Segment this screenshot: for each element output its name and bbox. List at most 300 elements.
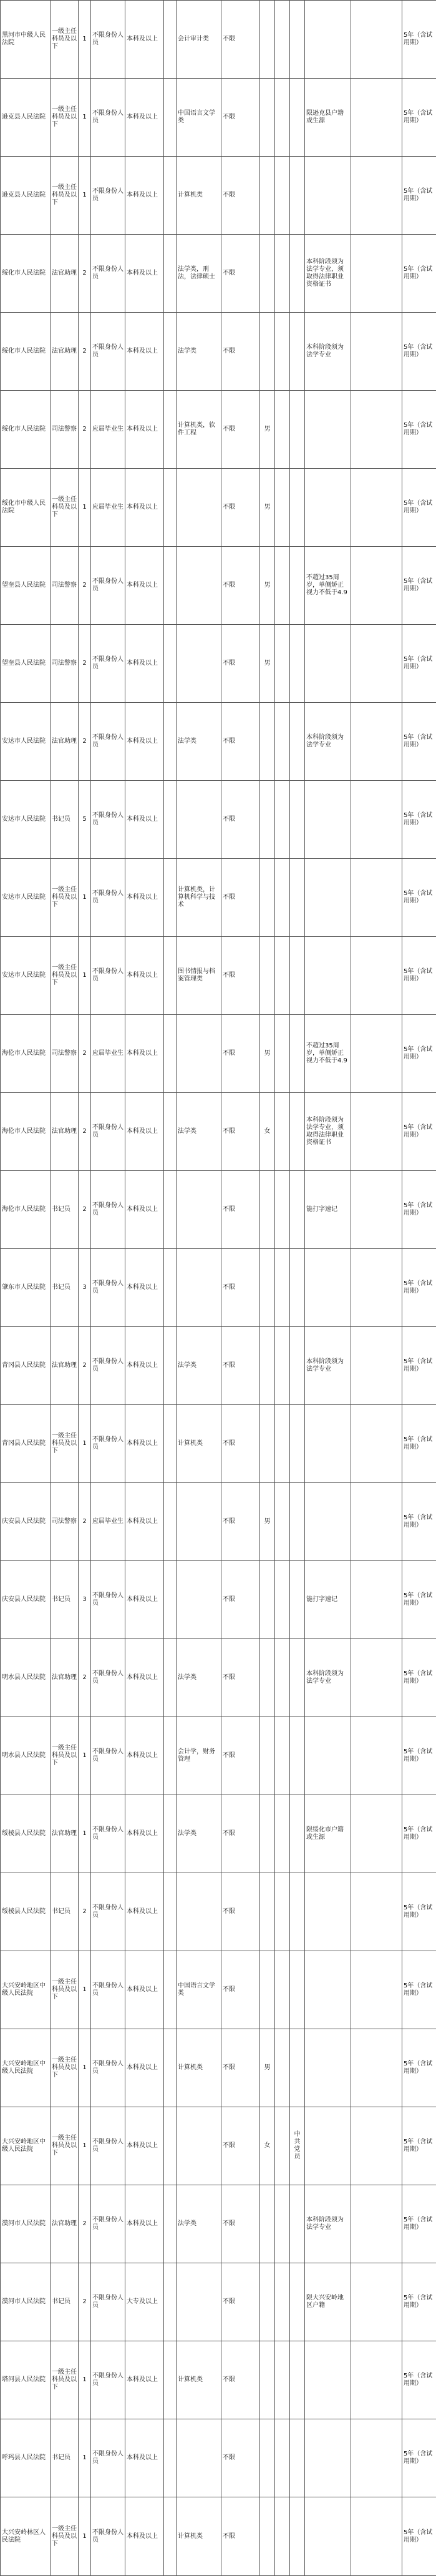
cell-unit: 安达市人民法院 <box>1 859 51 937</box>
table-row <box>1 2341 436 2419</box>
cell-position: 一级主任科员及以下 <box>51 859 79 937</box>
cell-gender <box>260 1 275 79</box>
cell-major2: 不限 <box>221 1951 260 2029</box>
cell-unit: 安达市人民法院 <box>1 703 51 781</box>
cell-major2: 不限 <box>221 1015 260 1093</box>
cell-term: 5年（含试用期） <box>402 1 436 79</box>
cell-identity: 不限身份人员 <box>91 313 125 391</box>
cell-major2: 不限 <box>221 1249 260 1327</box>
cell-service <box>351 2419 402 2497</box>
cell-degree <box>164 2419 177 2497</box>
cell-service <box>351 937 402 1015</box>
cell-politics <box>290 1093 305 1171</box>
cell-position: 一级主任科员及以下 <box>51 157 79 235</box>
cell-edu: 本科及以上 <box>125 2107 164 2185</box>
cell-gender: 男 <box>260 469 275 547</box>
cell-degree <box>164 313 177 391</box>
cell-position: 书记员 <box>51 1249 79 1327</box>
cell-degree <box>164 1951 177 2029</box>
cell-count: 1 <box>79 1405 91 1483</box>
cell-nation <box>275 703 290 781</box>
cell-position: 司法警察 <box>51 1483 79 1561</box>
cell-major: 法学类 <box>177 1093 221 1171</box>
cell-major: 法学类，刑法，法律硕士 <box>177 235 221 313</box>
cell-nation <box>275 313 290 391</box>
cell-degree <box>164 703 177 781</box>
cell-position: 法官助理 <box>51 1327 79 1405</box>
cell-edu: 本科及以上 <box>125 1951 164 2029</box>
cell-major: 法学类 <box>177 1327 221 1405</box>
cell-degree <box>164 235 177 313</box>
cell-gender <box>260 1717 275 1795</box>
cell-major: 会计学，财务管理 <box>177 1717 221 1795</box>
table-row <box>1 1327 436 1405</box>
cell-gender <box>260 859 275 937</box>
cell-gender <box>260 2341 275 2419</box>
cell-identity: 应届毕业生 <box>91 1483 125 1561</box>
cell-unit: 漠河市人民法院 <box>1 2185 51 2263</box>
cell-term: 5年（含试用期） <box>402 1015 436 1093</box>
cell-term: 5年（含试用期） <box>402 547 436 625</box>
cell-count: 2 <box>79 547 91 625</box>
cell-count: 3 <box>79 1249 91 1327</box>
table-row <box>1 1795 436 1873</box>
cell-identity: 不限身份人员 <box>91 235 125 313</box>
cell-term: 5年（含试用期） <box>402 1951 436 2029</box>
cell-nation <box>275 1327 290 1405</box>
cell-major <box>177 469 221 547</box>
cell-major2: 不限 <box>221 1 260 79</box>
cell-major <box>177 1015 221 1093</box>
table-row <box>1 2107 436 2185</box>
cell-identity: 不限身份人员 <box>91 2107 125 2185</box>
cell-unit: 绥化市中级人民法院 <box>1 469 51 547</box>
table-row <box>1 1015 436 1093</box>
cell-edu: 本科及以上 <box>125 625 164 703</box>
cell-major <box>177 625 221 703</box>
cell-nation <box>275 2341 290 2419</box>
cell-degree <box>164 937 177 1015</box>
cell-term: 5年（含试用期） <box>402 391 436 469</box>
cell-remark: 能打字速记 <box>305 1171 351 1249</box>
cell-remark <box>305 859 351 937</box>
cell-term: 5年（含试用期） <box>402 2263 436 2341</box>
cell-major2: 不限 <box>221 1873 260 1951</box>
cell-count: 2 <box>79 313 91 391</box>
cell-remark: 本科阶段须为法学专业 <box>305 1639 351 1717</box>
cell-politics <box>290 1873 305 1951</box>
cell-count: 2 <box>79 1327 91 1405</box>
cell-degree <box>164 469 177 547</box>
cell-position: 一级主任科员及以下 <box>51 2497 79 2576</box>
cell-unit: 望奎县人民法院 <box>1 547 51 625</box>
cell-count: 1 <box>79 2107 91 2185</box>
cell-major2: 不限 <box>221 1171 260 1249</box>
cell-nation <box>275 1717 290 1795</box>
cell-degree <box>164 157 177 235</box>
cell-edu: 本科及以上 <box>125 1873 164 1951</box>
cell-politics <box>290 1483 305 1561</box>
cell-position: 法官助理 <box>51 2185 79 2263</box>
cell-major2: 不限 <box>221 2107 260 2185</box>
cell-identity: 不限身份人员 <box>91 937 125 1015</box>
cell-position: 一级主任科员及以下 <box>51 79 79 157</box>
cell-unit: 大兴安岭地区中级人民法院 <box>1 2107 51 2185</box>
cell-edu: 本科及以上 <box>125 547 164 625</box>
cell-politics <box>290 235 305 313</box>
cell-degree <box>164 1717 177 1795</box>
cell-service <box>351 547 402 625</box>
cell-remark <box>305 937 351 1015</box>
cell-politics <box>290 859 305 937</box>
table-row <box>1 391 436 469</box>
cell-edu: 本科及以上 <box>125 469 164 547</box>
cell-service <box>351 1873 402 1951</box>
cell-service <box>351 469 402 547</box>
cell-politics <box>290 79 305 157</box>
cell-unit: 安达市人民法院 <box>1 781 51 859</box>
cell-identity: 不限身份人员 <box>91 1717 125 1795</box>
cell-count: 2 <box>79 391 91 469</box>
table-row <box>1 1717 436 1795</box>
cell-degree <box>164 1249 177 1327</box>
cell-remark <box>305 1483 351 1561</box>
cell-major: 计算机类，软件工程 <box>177 391 221 469</box>
cell-gender <box>260 2263 275 2341</box>
cell-major2: 不限 <box>221 1327 260 1405</box>
cell-edu: 本科及以上 <box>125 937 164 1015</box>
cell-gender: 男 <box>260 391 275 469</box>
cell-major2: 不限 <box>221 235 260 313</box>
cell-service <box>351 1951 402 2029</box>
cell-major2: 不限 <box>221 1795 260 1873</box>
cell-remark: 本科阶段须为法学专业 <box>305 703 351 781</box>
cell-identity: 不限身份人员 <box>91 1561 125 1639</box>
cell-count: 3 <box>79 1561 91 1639</box>
cell-position: 法官助理 <box>51 1093 79 1171</box>
cell-major <box>177 781 221 859</box>
cell-service <box>351 2263 402 2341</box>
cell-degree <box>164 2497 177 2576</box>
cell-degree <box>164 2341 177 2419</box>
cell-major: 计算机类 <box>177 2341 221 2419</box>
table-row <box>1 1249 436 1327</box>
cell-unit: 呼玛县人民法院 <box>1 2419 51 2497</box>
cell-nation <box>275 1483 290 1561</box>
cell-politics <box>290 1639 305 1717</box>
cell-unit: 绥棱县人民法院 <box>1 1795 51 1873</box>
cell-unit: 大兴安岭地区中级人民法院 <box>1 1951 51 2029</box>
cell-term: 5年（含试用期） <box>402 1795 436 1873</box>
cell-gender: 男 <box>260 1483 275 1561</box>
table-row <box>1 1561 436 1639</box>
cell-major: 图书情报与档案管理类 <box>177 937 221 1015</box>
cell-nation <box>275 937 290 1015</box>
cell-nation <box>275 2263 290 2341</box>
cell-remark <box>305 1 351 79</box>
cell-count: 2 <box>79 1873 91 1951</box>
cell-nation <box>275 469 290 547</box>
cell-major2: 不限 <box>221 1483 260 1561</box>
cell-position: 书记员 <box>51 1171 79 1249</box>
cell-position: 一级主任科员及以下 <box>51 469 79 547</box>
cell-identity: 不限身份人员 <box>91 1873 125 1951</box>
cell-politics <box>290 2341 305 2419</box>
cell-service <box>351 1717 402 1795</box>
cell-edu: 本科及以上 <box>125 1 164 79</box>
table-body <box>1 1 436 2576</box>
cell-gender: 女 <box>260 2107 275 2185</box>
cell-service <box>351 859 402 937</box>
cell-unit: 明水县人民法院 <box>1 1717 51 1795</box>
cell-politics <box>290 703 305 781</box>
cell-identity: 应届毕业生 <box>91 469 125 547</box>
cell-remark <box>305 2419 351 2497</box>
cell-nation <box>275 1405 290 1483</box>
cell-politics <box>290 1561 305 1639</box>
cell-major: 计算机类 <box>177 1405 221 1483</box>
cell-service <box>351 313 402 391</box>
cell-position: 法官助理 <box>51 1795 79 1873</box>
cell-count: 2 <box>79 625 91 703</box>
cell-position: 书记员 <box>51 1873 79 1951</box>
cell-major: 计算机类 <box>177 2029 221 2107</box>
cell-identity: 不限身份人员 <box>91 1795 125 1873</box>
cell-politics <box>290 1795 305 1873</box>
cell-term: 5年（含试用期） <box>402 1717 436 1795</box>
cell-service <box>351 1405 402 1483</box>
cell-remark <box>305 1717 351 1795</box>
cell-remark: 本科阶段须为法学专业，须取得法律职业资格证书 <box>305 235 351 313</box>
cell-degree <box>164 781 177 859</box>
cell-gender: 男 <box>260 547 275 625</box>
cell-unit: 绥化市人民法院 <box>1 235 51 313</box>
cell-gender <box>260 1405 275 1483</box>
cell-nation <box>275 1873 290 1951</box>
cell-service <box>351 1171 402 1249</box>
cell-major2: 不限 <box>221 2263 260 2341</box>
cell-major: 法学类 <box>177 1795 221 1873</box>
cell-major: 计算机类 <box>177 2497 221 2576</box>
cell-major2: 不限 <box>221 157 260 235</box>
cell-nation <box>275 859 290 937</box>
cell-position: 书记员 <box>51 2263 79 2341</box>
cell-service <box>351 1795 402 1873</box>
cell-identity: 不限身份人员 <box>91 1171 125 1249</box>
cell-service <box>351 2185 402 2263</box>
cell-degree <box>164 1405 177 1483</box>
cell-identity: 应届毕业生 <box>91 391 125 469</box>
cell-unit: 望奎县人民法院 <box>1 625 51 703</box>
cell-service <box>351 157 402 235</box>
cell-position: 一级主任科员及以下 <box>51 1405 79 1483</box>
cell-edu: 本科及以上 <box>125 1717 164 1795</box>
cell-term: 5年（含试用期） <box>402 2419 436 2497</box>
cell-position: 司法警察 <box>51 547 79 625</box>
cell-remark: 能打字速记 <box>305 1561 351 1639</box>
cell-remark: 本科阶段须为法学专业 <box>305 313 351 391</box>
cell-major2: 不限 <box>221 1717 260 1795</box>
cell-major2: 不限 <box>221 391 260 469</box>
cell-gender <box>260 2497 275 2576</box>
cell-nation <box>275 1171 290 1249</box>
table-row <box>1 1093 436 1171</box>
cell-politics <box>290 391 305 469</box>
cell-major: 法学类 <box>177 2185 221 2263</box>
cell-position: 一级主任科员及以下 <box>51 1 79 79</box>
table-row <box>1 781 436 859</box>
cell-unit: 海伦市人民法院 <box>1 1171 51 1249</box>
table-row <box>1 2497 436 2576</box>
cell-gender <box>260 1873 275 1951</box>
cell-count: 2 <box>79 2185 91 2263</box>
cell-nation <box>275 547 290 625</box>
cell-edu: 本科及以上 <box>125 1795 164 1873</box>
cell-unit: 青冈县人民法院 <box>1 1405 51 1483</box>
cell-count: 1 <box>79 2029 91 2107</box>
cell-nation <box>275 1015 290 1093</box>
cell-identity: 不限身份人员 <box>91 2497 125 2576</box>
table-row <box>1 2185 436 2263</box>
cell-gender <box>260 1639 275 1717</box>
cell-unit: 安达市人民法院 <box>1 937 51 1015</box>
cell-identity: 应届毕业生 <box>91 1015 125 1093</box>
cell-identity: 不限身份人员 <box>91 2185 125 2263</box>
cell-remark <box>305 2029 351 2107</box>
cell-remark <box>305 625 351 703</box>
cell-politics <box>290 313 305 391</box>
cell-count: 1 <box>79 1795 91 1873</box>
cell-service <box>351 2107 402 2185</box>
cell-politics <box>290 781 305 859</box>
cell-term: 5年（含试用期） <box>402 625 436 703</box>
cell-gender: 男 <box>260 2029 275 2107</box>
cell-count: 1 <box>79 859 91 937</box>
cell-count: 2 <box>79 235 91 313</box>
cell-politics <box>290 469 305 547</box>
cell-degree <box>164 2185 177 2263</box>
cell-gender <box>260 79 275 157</box>
cell-nation <box>275 2497 290 2576</box>
cell-gender <box>260 1951 275 2029</box>
cell-term: 5年（含试用期） <box>402 157 436 235</box>
cell-identity: 不限身份人员 <box>91 1327 125 1405</box>
cell-term: 5年（含试用期） <box>402 937 436 1015</box>
cell-service <box>351 1561 402 1639</box>
cell-gender <box>260 2419 275 2497</box>
cell-major: 法学类 <box>177 313 221 391</box>
table-row <box>1 703 436 781</box>
cell-politics <box>290 547 305 625</box>
cell-politics <box>290 157 305 235</box>
cell-service <box>351 2497 402 2576</box>
cell-major2: 不限 <box>221 313 260 391</box>
cell-term: 5年（含试用期） <box>402 2107 436 2185</box>
cell-degree <box>164 859 177 937</box>
cell-edu: 本科及以上 <box>125 1093 164 1171</box>
cell-politics: 中共党员 <box>290 2107 305 2185</box>
cell-major2: 不限 <box>221 625 260 703</box>
cell-unit: 绥棱县人民法院 <box>1 1873 51 1951</box>
cell-major: 会计审计类 <box>177 1 221 79</box>
cell-position: 一级主任科员及以下 <box>51 1951 79 2029</box>
cell-term: 5年（含试用期） <box>402 703 436 781</box>
cell-edu: 本科及以上 <box>125 157 164 235</box>
cell-major <box>177 2263 221 2341</box>
cell-edu: 本科及以上 <box>125 2029 164 2107</box>
cell-major: 法学类 <box>177 703 221 781</box>
cell-major2: 不限 <box>221 2341 260 2419</box>
cell-major <box>177 2107 221 2185</box>
cell-major <box>177 1561 221 1639</box>
cell-major: 中国语言文学类 <box>177 1951 221 2029</box>
cell-remark: 本科阶段须为法学专业，须取得法律职业资格证书 <box>305 1093 351 1171</box>
cell-gender: 男 <box>260 1015 275 1093</box>
cell-position: 法官助理 <box>51 703 79 781</box>
cell-identity: 不限身份人员 <box>91 1 125 79</box>
cell-identity: 不限身份人员 <box>91 2263 125 2341</box>
table-row <box>1 1171 436 1249</box>
cell-edu: 本科及以上 <box>125 703 164 781</box>
table-row <box>1 859 436 937</box>
cell-edu: 本科及以上 <box>125 2341 164 2419</box>
cell-gender <box>260 781 275 859</box>
table-row <box>1 469 436 547</box>
cell-gender: 女 <box>260 1093 275 1171</box>
cell-service <box>351 2341 402 2419</box>
table-row <box>1 1405 436 1483</box>
cell-unit: 塔河县人民法院 <box>1 2341 51 2419</box>
cell-politics <box>290 1249 305 1327</box>
cell-service <box>351 2029 402 2107</box>
cell-identity: 不限身份人员 <box>91 1951 125 2029</box>
cell-gender <box>260 1561 275 1639</box>
cell-nation <box>275 1561 290 1639</box>
cell-gender <box>260 2185 275 2263</box>
cell-unit: 庆安县人民法院 <box>1 1483 51 1561</box>
table-row <box>1 1639 436 1717</box>
cell-edu: 本科及以上 <box>125 1171 164 1249</box>
cell-major: 中国语言文学类 <box>177 79 221 157</box>
cell-position: 法官助理 <box>51 1639 79 1717</box>
cell-remark <box>305 2341 351 2419</box>
cell-degree <box>164 1093 177 1171</box>
table-row <box>1 547 436 625</box>
cell-edu: 本科及以上 <box>125 1015 164 1093</box>
cell-count: 1 <box>79 79 91 157</box>
cell-term: 5年（含试用期） <box>402 1873 436 1951</box>
cell-major <box>177 2419 221 2497</box>
cell-count: 2 <box>79 1483 91 1561</box>
cell-service <box>351 1 402 79</box>
cell-remark <box>305 2107 351 2185</box>
cell-unit: 青冈县人民法院 <box>1 1327 51 1405</box>
cell-major2: 不限 <box>221 937 260 1015</box>
cell-unit: 逊克县人民法院 <box>1 79 51 157</box>
cell-identity: 不限身份人员 <box>91 79 125 157</box>
cell-politics <box>290 2263 305 2341</box>
cell-politics <box>290 2185 305 2263</box>
table-row <box>1 79 436 157</box>
cell-gender <box>260 235 275 313</box>
cell-degree <box>164 1483 177 1561</box>
cell-degree <box>164 547 177 625</box>
cell-term: 5年（含试用期） <box>402 2341 436 2419</box>
cell-service <box>351 1015 402 1093</box>
cell-major2: 不限 <box>221 2419 260 2497</box>
cell-degree <box>164 1171 177 1249</box>
cell-degree <box>164 1561 177 1639</box>
